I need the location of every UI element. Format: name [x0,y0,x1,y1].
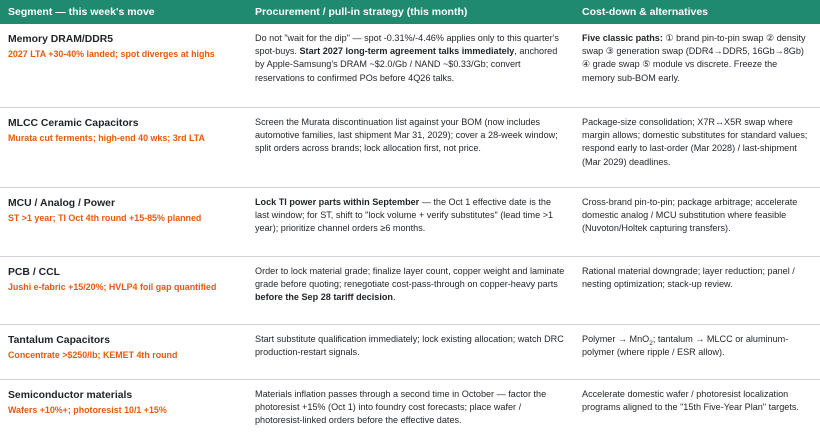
costdown-cell: Rational material downgrade; layer reduction; panel / nesting optimization; stack-up review. [574,257,820,325]
segment-cell [0,188,247,257]
segment-cell [0,380,247,435]
procurement-cell [247,257,574,325]
segment-cell [0,257,247,325]
procurement-text: — the Oct 1 effective date is the last window; for ST, shift to "lock volume + verify substitutes" (lead time >1 year); prioritize channel orders ≥6 months. [255,197,553,233]
segment-move: Wafers +10%+; photoresist 10/1 +15% [8,404,239,417]
procurement-cell: Screen the Murata discontinuation list against your BOM (now includes automotive families, last shipment Mar 31, 2029); cover a 28-week window; split orders across brands; lock allocation first, not price. [247,108,574,188]
costdown-cell [574,325,820,380]
table-row [0,380,820,435]
table-row [0,24,820,108]
segment-name: MCU / Analog / Power [8,197,239,210]
table-row [0,188,820,257]
costdown-text: ① brand pin-to-pin swap ② density swap ③ generation swap (DDR4→DDR5, 16Gb→8Gb) ④ grade swap ⑤ module vs discrete. Freeze the memory sub-BOM early. [582,33,806,83]
segment-name: Memory DRAM/DDR5 [8,33,239,46]
costdown-cell: Accelerate domestic wafer / photoresist localization programs aligned to the "15th Five-Year Plan" targets. [574,380,820,435]
segment-move: Murata cut ferments; high-end 40 wks; 3rd LTA [8,132,239,145]
costdown-cell: Package-size consolidation; X7R↔X5R swap where margin allows; domestic substitutes for standard values; respond early to last-order (Mar 2028) / last-shipment (Mar 2029) deadlines. [574,108,820,188]
procurement-cell [247,188,574,257]
segment-cell [0,108,247,188]
procurement-text: , anchored by Apple-Samsung's DRAM ~$2.0/Gb / NAND ~$0.33/Gb; convert reservations to confirmed POs before 4Q26 talks. [255,46,557,82]
segment-name: Semiconductor materials [8,389,239,402]
table-row [0,108,820,188]
procurement-text: Order to lock material grade; finalize layer count, copper weight and laminate grade before quoting; renegotiate cost-pass-through on copper-heavy parts [255,266,564,289]
header-procurement: Procurement / pull-in strategy (this month) [247,0,574,24]
segment-move: 2027 LTA +30-40% landed; spot diverges at highs [8,48,239,61]
segment-move: Jushi e-fabric +15/20%; HVLP4 foil gap quantified [8,281,239,294]
procurement-cell [247,24,574,108]
segment-cell [0,24,247,108]
costdown-emphasis: Five classic paths: [582,33,663,43]
costdown-cell: Cross-brand pin-to-pin; package arbitrage; accelerate domestic analog / MCU substitution where feasible (Nuvoton/Holtek capturing transfers). [574,188,820,257]
table-row [0,325,820,380]
header-costdown: Cost-down & alternatives [574,0,820,24]
header-segment: Segment — this week's move [0,0,247,24]
segment-move: ST >1 year; TI Oct 4th round +15-85% planned [8,212,239,225]
costdown-subscript: 2 [649,340,653,347]
table-header-row [0,0,820,24]
segment-name: MLCC Ceramic Capacitors [8,117,239,130]
costdown-text: Polymer → MnO [582,334,649,344]
procurement-text: . [393,292,396,302]
procurement-emphasis: before the Sep 28 tariff decision [255,292,393,302]
segment-cell [0,325,247,380]
procurement-text: Do not "wait for the dip" — spot -0.31%/-4.46% applies only to this quarter's spot-buys. [255,33,559,56]
costdown-cell [574,24,820,108]
procurement-emphasis: Lock TI power parts within September [255,197,419,207]
segment-name: Tantalum Capacitors [8,334,239,347]
segment-move: Concentrate >$250/lb; KEMET 4th round [8,349,239,362]
segment-name: PCB / CCL [8,266,239,279]
procurement-emphasis: Start 2027 long-term agreement talks immediately [299,46,514,56]
procurement-cell: Start substitute qualification immediately; lock existing allocation; watch DRC production-restart signals. [247,325,574,380]
procurement-cell: Materials inflation passes through a second time in October — factor the photoresist +15% (Oct 1) into foundry cost forecasts; place wafer / photoresist-linked orders before the effective dates. [247,380,574,435]
table-row [0,257,820,325]
costdown-text: ; tantalum → MLCC or aluminum-polymer (where ripple / ESR allow). [582,334,788,357]
